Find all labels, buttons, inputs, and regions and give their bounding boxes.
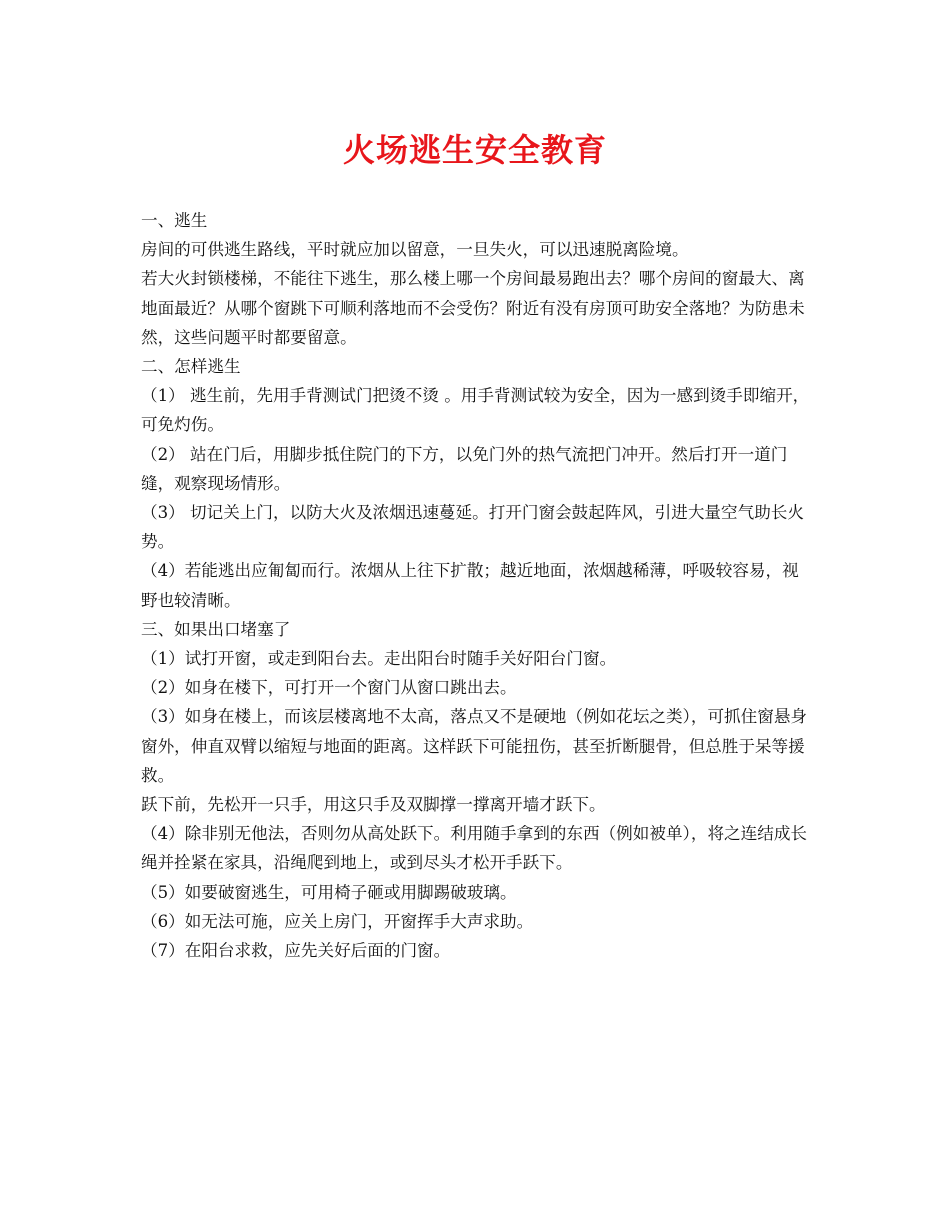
list-item: （2）如身在楼下，可打开一个窗门从窗口跳出去。 (141, 678, 517, 698)
list-item: （4）若能逃出应匍匐而行。浓烟从上往下扩散；越近地面，浓烟越稀薄，呼吸较容易，视野也较清晰。 (141, 561, 799, 610)
list-item: （6）如无法可施，应关上房门，开窗挥手大声求助。 (141, 911, 534, 931)
section-heading-exit-blocked: 三、如果出口堵塞了 (141, 619, 291, 639)
section-heading-how-to-escape: 二、怎样逃生 (141, 357, 241, 377)
document-body (141, 206, 813, 965)
paragraph: 若大火封锁楼梯，不能往下逃生，那么楼上哪一个房间最易跑出去？哪个房间的窗最大、离地面最近？从哪个窗跳下可顺利落地而不会受伤？附近有没有房顶可助安全落地？为防患未然，这些问题平时都要留意。 (141, 269, 805, 347)
list-item: （3）如身在楼上，而该层楼离地不太高，落点又不是硬地（例如花坛之类），可抓住窗悬身窗外，伸直双臂以缩短与地面的距离。这样跃下可能扭伤，甚至折断腿骨，但总胜于呆等援救。 (141, 707, 808, 785)
document-title: 火场逃生安全教育 (342, 131, 607, 169)
paragraph: 跃下前，先松开一只手，用这只手及双脚撑一撑离开墙才跃下。 (141, 795, 606, 815)
section-heading-escape: 一、逃生 (141, 211, 208, 230)
list-item: （5）如要破窗逃生，可用椅子砸或用脚踢破玻璃。 (141, 882, 517, 902)
list-item: （2） 站在门后，用脚步抵住院门的下方，以免门外的热气流把门冲开。然后打开一道门缝，观察现场情形。 (141, 444, 788, 493)
list-item: （4）除非别无他法，否则勿从高处跃下。利用随手拿到的东西（例如被单），将之连结成长绳并拴紧在家具，沿绳爬到地上，或到尽头才松开手跃下。 (141, 824, 808, 873)
paragraph: 房间的可供逃生路线，平时就应加以留意，一旦失火，可以迅速脱离险境。 (141, 240, 689, 260)
list-item: （3） 切记关上门，以防大火及浓烟迅速蔓延。打开门窗会鼓起阵风，引进大量空气助长火势。 (141, 503, 804, 552)
list-item: （1） 逃生前，先用手背测试门把烫不烫 。用手背测试较为安全，因为一感到烫手即缩开，可免灼伤。 (141, 386, 810, 435)
list-item: （7）在阳台求救，应先关好后面的门窗。 (141, 941, 451, 961)
list-item: （1）试打开窗，或走到阳台去。走出阳台时随手关好阳台门窗。 (141, 649, 617, 669)
